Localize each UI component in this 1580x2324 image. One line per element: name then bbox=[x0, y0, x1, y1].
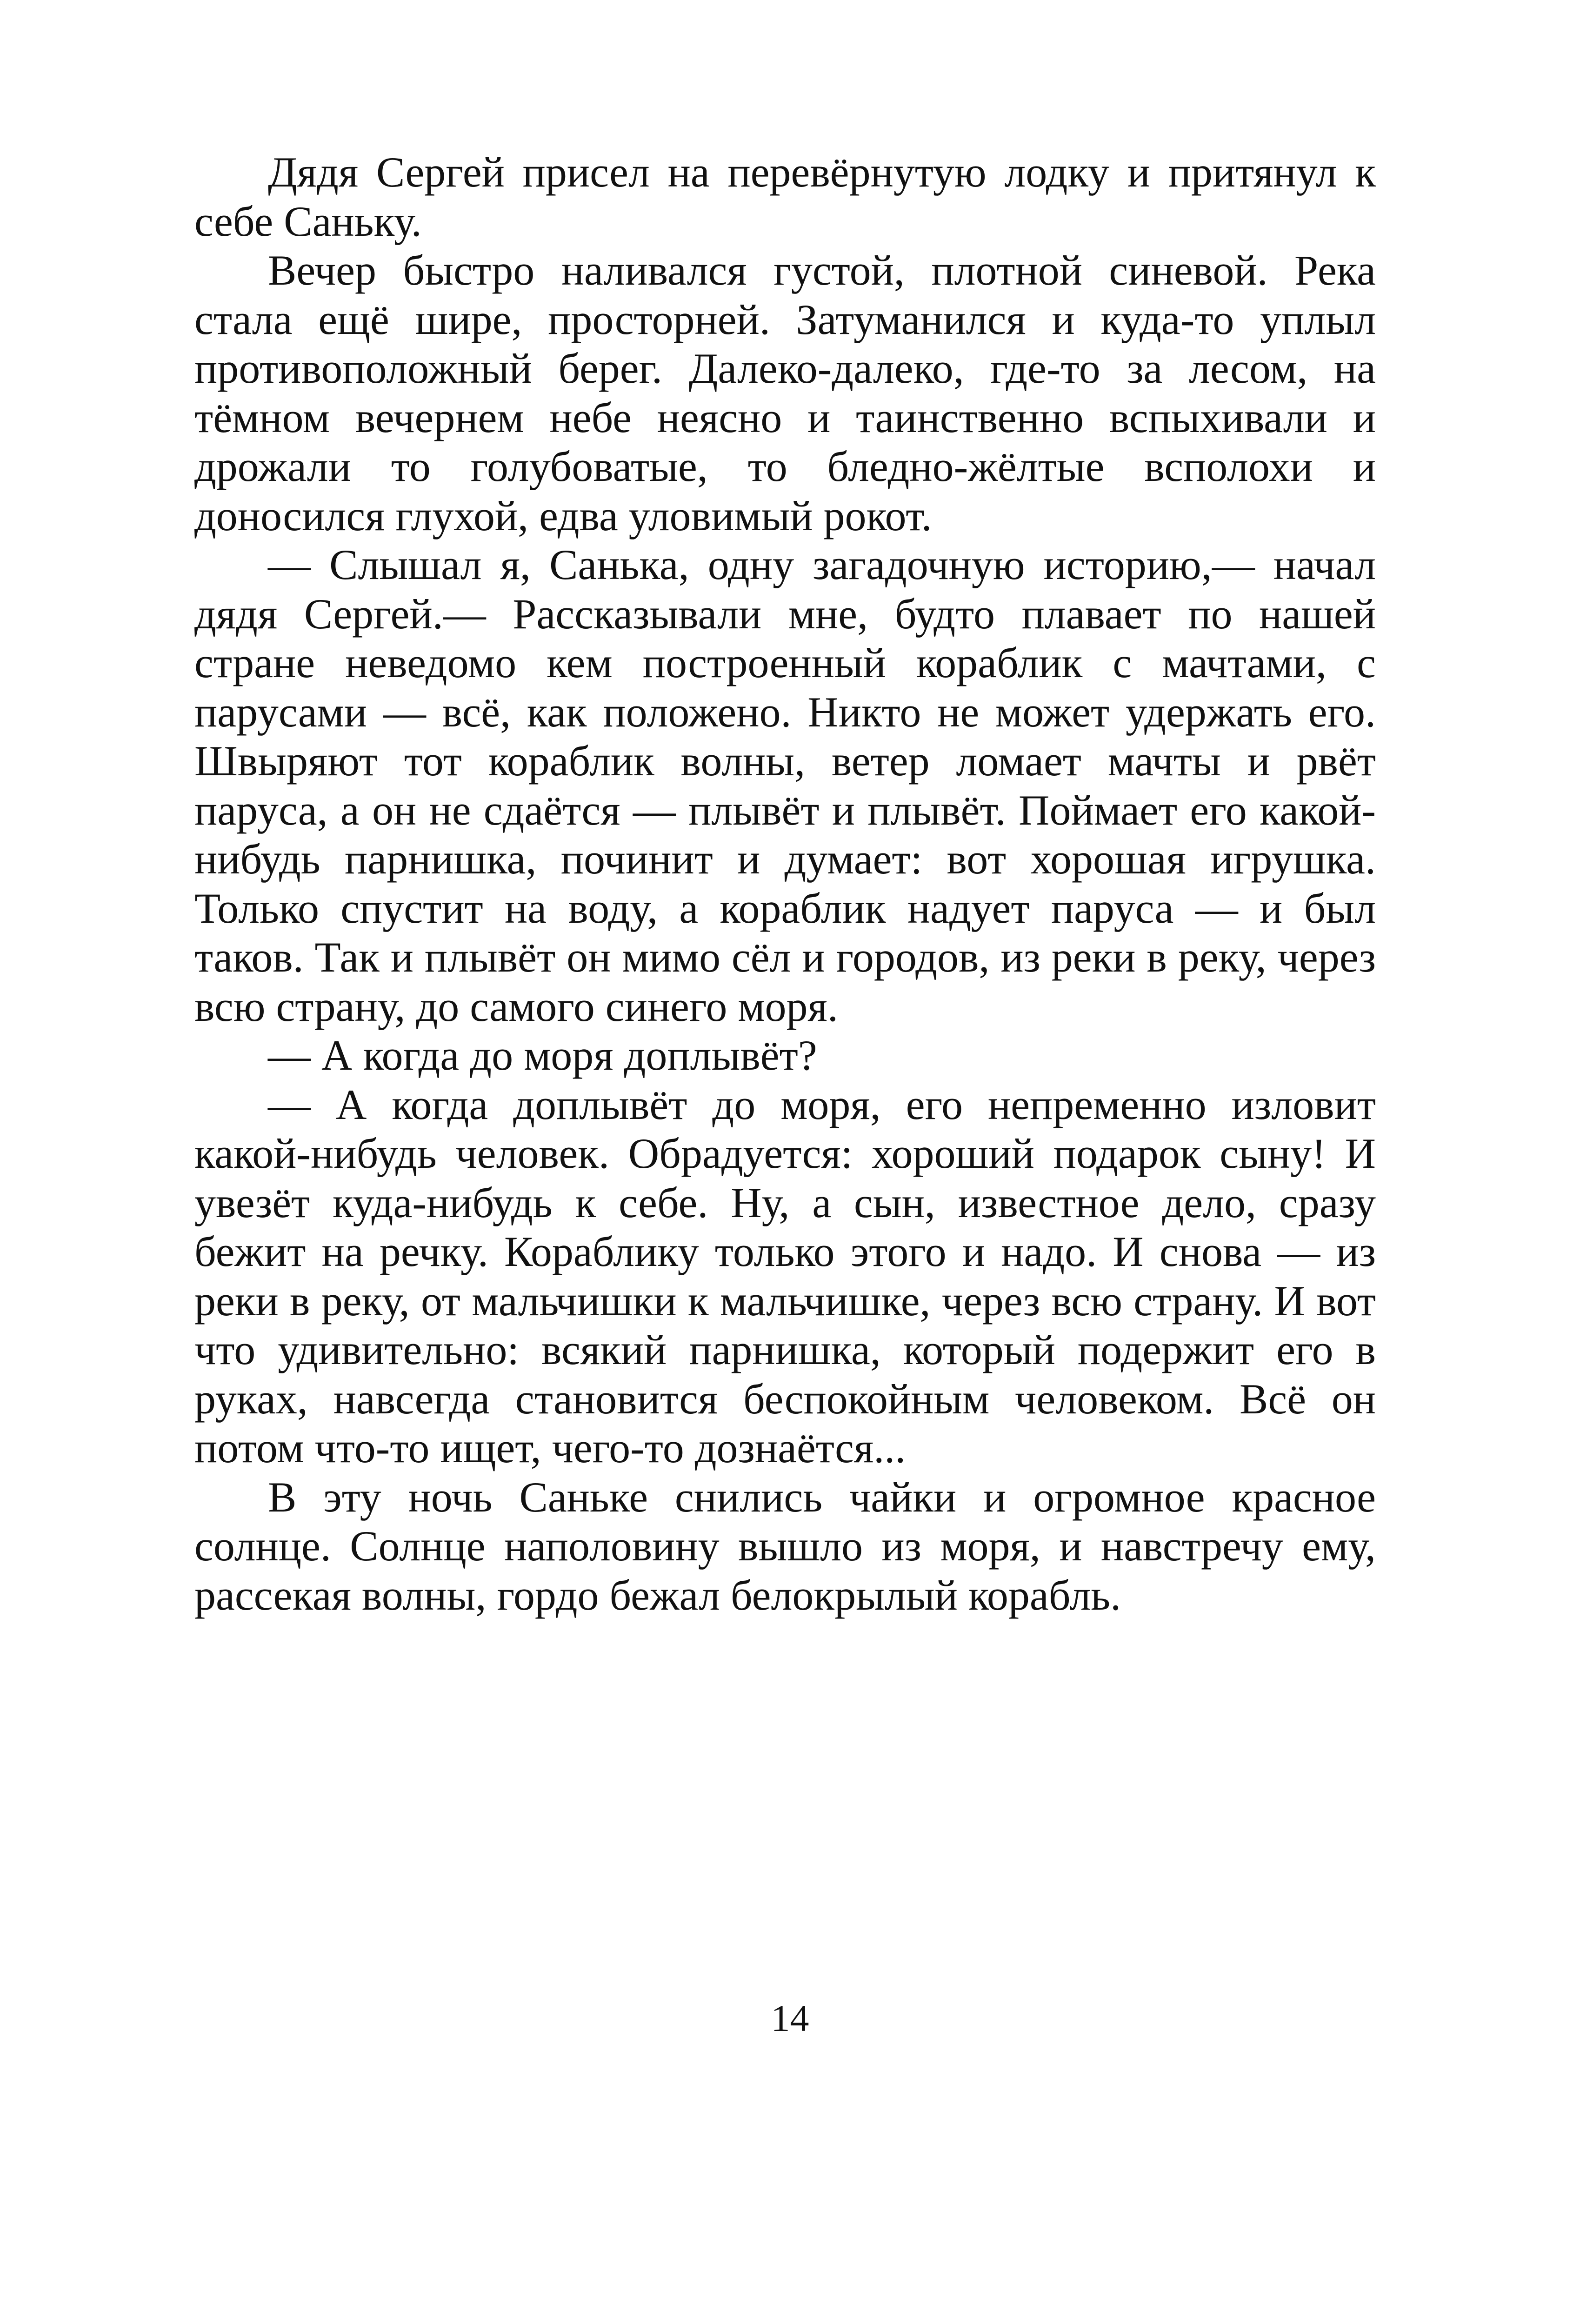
paragraph-3-dialogue: — Слышал я, Санька, одну загадочную историю,— начал дядя Сергей.— Рассказывали мне, будто плавает по нашей стране неведомо кем построенный кораблик с мачтами, с парусами — всё, как положено. Никто не может удержать его. Швыряют тот кораблик волны, ветер ломает мачты и рвёт паруса, а он не сдаётся — плывёт и плывёт. Поймает его какой-нибудь парнишка, починит и думает: вот хорошая игрушка. Только спустит на воду, а кораблик надует паруса — и был таков. Так и плывёт он мимо сёл и городов, из реки в реку, через всю страну, до самого синего моря. bbox=[194, 541, 1376, 1030]
paragraph-2: Вечер быстро наливался густой, плотной синевой. Река стала ещё шире, просторней. Затуманился и куда-то уплыл противоположный берег. Далеко-далеко, где-то за лесом, на тёмном вечернем небе неясно и таинственно вспыхивали и дрожали то голубоватые, то бледно-жёлтые всполохи и доносился глухой, едва уловимый рокот. bbox=[194, 246, 1376, 539]
paragraph-5-dialogue: — А когда доплывёт до моря, его непременно изловит какой-нибудь человек. Обрадуется: хороший подарок сыну! И увезёт куда-нибудь к себе. Ну, а сын, известное дело, сразу бежит на речку. Кораблику только этого и надо. И снова — из реки в реку, от мальчишки к мальчишке, через всю страну. И вот что удивительно: всякий парнишка, который подержит его в руках, навсегда становится беспокойным человеком. Всё он потом что-то ищет, чего-то дознаётся... bbox=[194, 1080, 1376, 1472]
paragraph-6: В эту ночь Саньке снились чайки и огромное красное солнце. Солнце наполовину вышло из моря, и навстречу ему, рассекая волны, гордо бежал белокрылый корабль. bbox=[194, 1473, 1376, 1619]
page-number: 14 bbox=[771, 1997, 809, 2039]
paragraph-1: Дядя Сергей присел на перевёрнутую лодку и притянул к себе Саньку. bbox=[194, 148, 1376, 245]
paragraph-4-dialogue: — А когда до моря доплывёт? bbox=[268, 1032, 817, 1079]
body-text bbox=[194, 148, 1376, 1620]
